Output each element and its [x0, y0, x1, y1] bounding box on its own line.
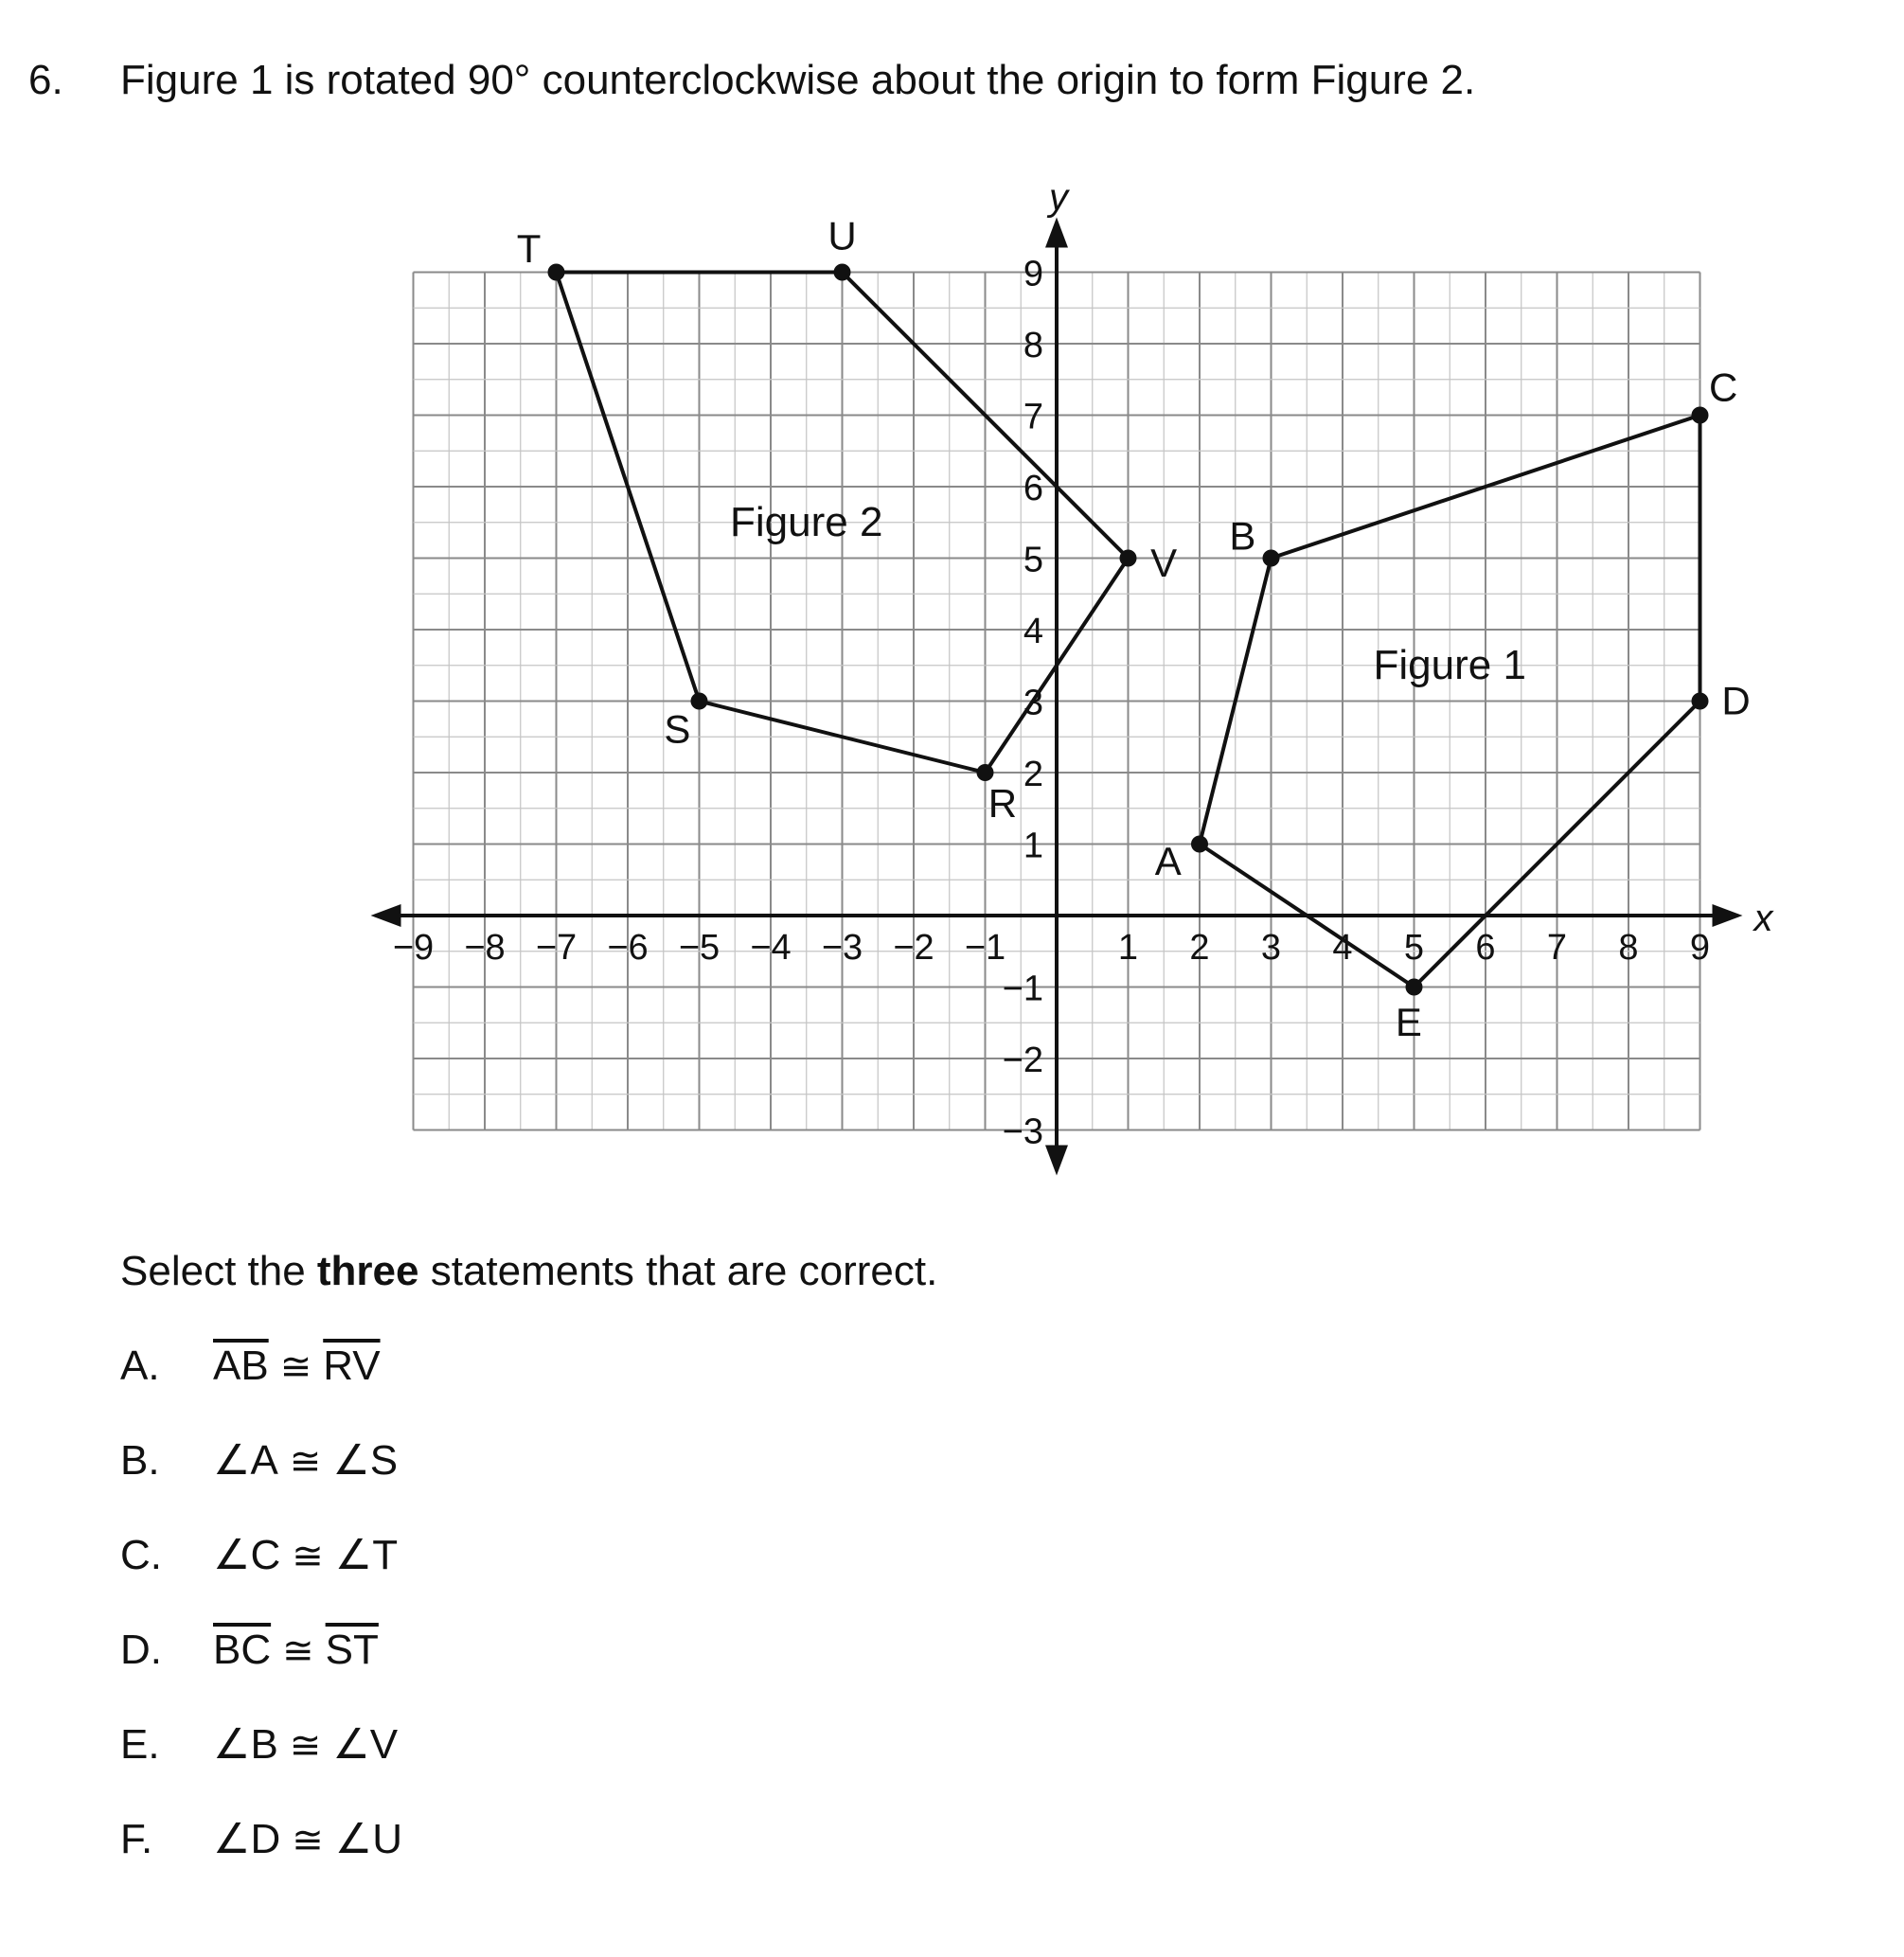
vertex-label: V: [1150, 541, 1178, 586]
choice-e[interactable]: [120, 1721, 398, 1770]
choice-a[interactable]: [120, 1343, 381, 1391]
choice-right: $\overline{ST}$: [325, 1627, 379, 1673]
x-tick-label: −4: [750, 928, 792, 968]
x-tick-label: 9: [1689, 928, 1711, 968]
vertex-point: [1692, 693, 1709, 710]
vertex-label: R: [988, 781, 1018, 827]
y-tick-label: 2: [1023, 755, 1043, 794]
x-tick-label: 4: [1332, 928, 1353, 968]
vertex-point: [1263, 550, 1280, 567]
vertex-point: [691, 693, 708, 710]
x-tick-label: −9: [392, 928, 435, 968]
vertex-point: [1120, 550, 1137, 567]
y-tick-label: 9: [1023, 254, 1043, 294]
x-tick-label: −1: [964, 928, 1006, 968]
instruction-after: statements that are correct.: [418, 1248, 938, 1294]
choice-right: ∠S: [332, 1437, 399, 1484]
vertex-label: C: [1708, 365, 1738, 410]
choice-left: ∠A: [213, 1437, 278, 1484]
choice-right: $\overline{RV}$: [323, 1343, 381, 1389]
x-tick-label: 5: [1403, 928, 1425, 968]
vertex-label: E: [1395, 1000, 1422, 1045]
congruent-symbol: ≅: [292, 1536, 324, 1577]
choice-letter: C.: [120, 1532, 162, 1578]
instruction-bold: three: [316, 1248, 419, 1294]
vertex-label: D: [1721, 678, 1751, 723]
figure-label: Figure 1: [1373, 641, 1526, 688]
question-number: 6.: [28, 57, 63, 103]
y-tick-label: −2: [1002, 1041, 1043, 1080]
y-axis-label: y: [1049, 176, 1068, 219]
x-tick-label: 1: [1117, 928, 1139, 968]
x-tick-label: 6: [1475, 928, 1496, 968]
vertex-label: T: [516, 225, 542, 271]
choice-letter: B.: [120, 1437, 160, 1484]
vertex-point: [1191, 836, 1208, 853]
vertex-point: [977, 764, 994, 781]
y-axis-arrow-down: [1045, 1146, 1068, 1176]
x-tick-label: −5: [678, 928, 721, 968]
y-tick-label: 8: [1023, 326, 1043, 365]
vertex-point: [1406, 979, 1423, 996]
x-tick-label: −8: [464, 928, 506, 968]
x-tick-label: 8: [1618, 928, 1639, 968]
choice-right: ∠U: [334, 1816, 402, 1862]
congruent-symbol: ≅: [292, 1820, 324, 1861]
choice-left: $\overline{AB}$: [213, 1343, 269, 1389]
vertex-point: [1692, 407, 1709, 424]
choice-right: ∠V: [332, 1721, 399, 1768]
choice-letter: A.: [120, 1343, 160, 1389]
vertex-label: B: [1229, 513, 1256, 559]
y-tick-label: 3: [1023, 683, 1043, 723]
choice-letter: D.: [120, 1627, 162, 1673]
x-tick-label: 3: [1260, 928, 1282, 968]
x-axis-arrow-right: [1713, 904, 1743, 927]
y-tick-label: −1: [1002, 969, 1043, 1009]
x-tick-label: −2: [893, 928, 934, 968]
vertex-point: [834, 264, 851, 281]
y-tick-label: 1: [1023, 826, 1043, 866]
x-tick-label: −7: [535, 928, 578, 968]
choice-left: ∠B: [213, 1721, 278, 1768]
instruction-before: Select the: [120, 1248, 317, 1294]
congruent-symbol: ≅: [282, 1630, 314, 1672]
x-tick-label: 2: [1189, 928, 1210, 968]
congruent-symbol: ≅: [279, 1346, 312, 1388]
choice-left: ∠C: [213, 1532, 281, 1578]
y-tick-label: 6: [1023, 469, 1043, 508]
x-tick-label: −3: [821, 928, 863, 968]
choice-right: ∠T: [334, 1532, 399, 1578]
figure-label: Figure 2: [730, 498, 883, 545]
y-tick-label: 4: [1023, 612, 1043, 651]
vertex-label: U: [827, 213, 857, 258]
choice-letter: F.: [120, 1816, 153, 1862]
vertex-point: [548, 264, 565, 281]
y-tick-label: 7: [1023, 397, 1043, 437]
x-tick-label: 7: [1546, 928, 1568, 968]
vertex-label: A: [1154, 838, 1182, 883]
x-axis-label: x: [1753, 898, 1773, 939]
congruent-symbol: ≅: [289, 1725, 322, 1767]
choice-d[interactable]: [120, 1627, 379, 1675]
choice-left: $\overline{BC}$: [213, 1627, 272, 1673]
choice-c[interactable]: [120, 1532, 398, 1580]
instruction: [120, 1248, 937, 1295]
question-text: Figure 1 is rotated 90° counterclockwise about the origin to form Figure 2.: [120, 57, 1476, 103]
y-tick-label: −3: [1002, 1112, 1043, 1152]
choice-letter: E.: [120, 1721, 160, 1768]
x-axis-arrow-left: [371, 904, 401, 927]
congruent-symbol: ≅: [289, 1441, 322, 1483]
x-tick-label: −6: [607, 928, 649, 968]
y-tick-label: 5: [1023, 540, 1043, 580]
choice-f[interactable]: [120, 1816, 402, 1864]
vertex-label: S: [664, 706, 691, 752]
choice-b[interactable]: [120, 1437, 398, 1486]
choice-left: ∠D: [213, 1816, 281, 1862]
y-axis-arrow-up: [1045, 218, 1068, 248]
